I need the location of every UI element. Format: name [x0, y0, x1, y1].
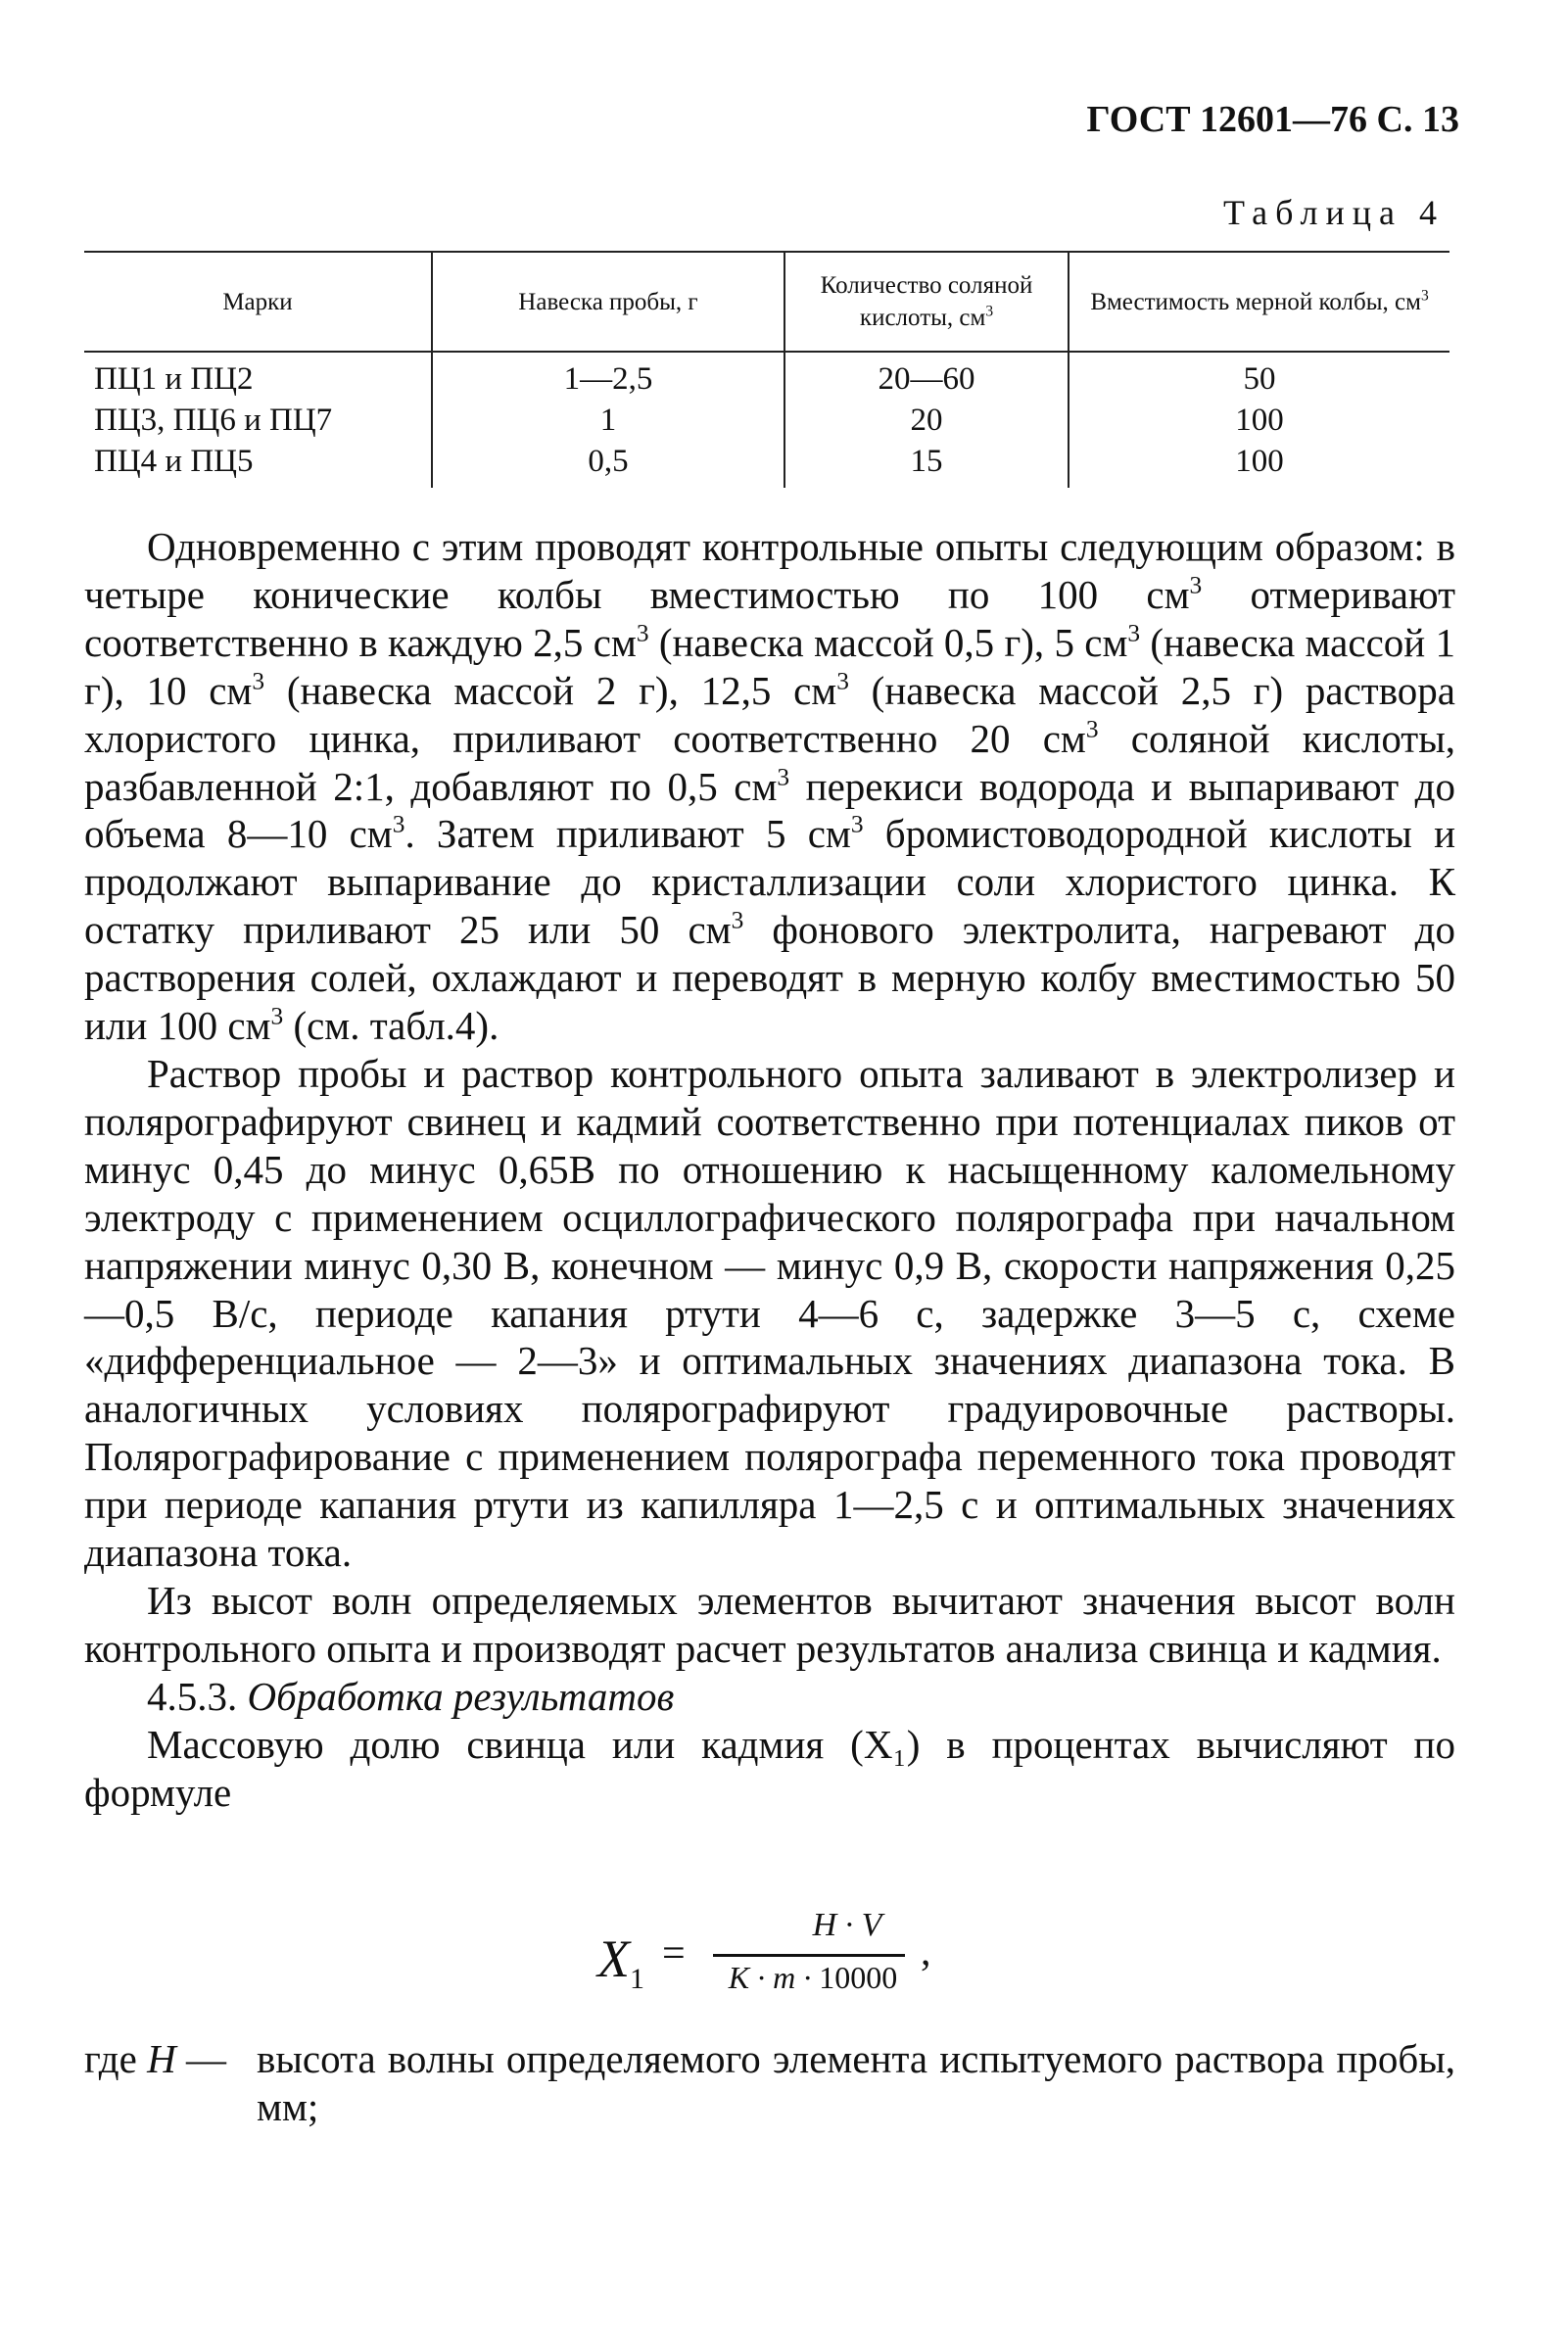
- cell-flask-capacity: 50: [1069, 352, 1449, 400]
- section-heading: [84, 1673, 1455, 1721]
- table-row: [84, 400, 1449, 441]
- superscript-3: 3: [252, 666, 265, 694]
- superscript-3: 3: [1085, 714, 1099, 742]
- formula: [588, 1907, 999, 2015]
- formula-denominator-number: 10000: [819, 1960, 898, 1995]
- running-header: ГОСТ 12601—76 С. 13: [1086, 99, 1459, 140]
- fraction-bar: [713, 1954, 905, 1957]
- table-row: [84, 352, 1449, 400]
- body-text: [84, 523, 1455, 1816]
- superscript-3: 3: [731, 906, 744, 934]
- cell-grade: ПЦ3, ПЦ6 и ПЦ7: [94, 403, 333, 438]
- paragraph-formula-intro: Массовую долю свинца или кадмия (X₁) в процентах вычисляют по формуле: [84, 1721, 1455, 1815]
- paragraph-calculation: Из высот волн определяемых элементов вычитают значения высот волн контрольного опыта и производят расчет результатов анализа свинца и кадмия.: [84, 1577, 1455, 1671]
- cell-flask-capacity: 100: [1069, 400, 1449, 441]
- formula-denominator-vars: K · m ·: [728, 1960, 812, 1995]
- table-caption: Таблица 4: [1223, 193, 1445, 232]
- cell-acid-volume: 20—60: [784, 352, 1069, 400]
- table-row: [84, 441, 1449, 488]
- formula-denominator: [717, 1960, 909, 1996]
- formula-lhs-subscript: 1: [630, 1962, 644, 1995]
- cell-grade: ПЦ1 и ПЦ2: [94, 361, 254, 397]
- superscript-3: 3: [1127, 619, 1141, 647]
- formula-lhs-var: X: [597, 1929, 630, 1988]
- where-definition: высота волны определяемого элемента испытуемого раствора пробы, мм;: [257, 2036, 1455, 2129]
- paragraph-polarography: Раствор пробы и раствор контрольного опыта заливают в электролизер и полярографируют свинец и кадмий соответственно при потенциалах пиков от минус 0,45 до минус 0,65В по отношению к насыщенному каломельному электроду с применением осциллографического полярографа при начальном напряжении минус 0,30 В, конечном — минус 0,9 В, скорости напряжения 0,25—0,5 В/с, периоде капания ртути 4—6 с, задержке 3—5 с, схеме «дифференциальное — 2—3» и оптимальных значениях диапазона тока. В аналогичных условиях полярографируют градуировочные растворы. Полярографирование с применением полярографа переменного тока проводят при периоде капания ртути из капилляра 1—2,5 с и оптимальных значениях диапазона тока.: [84, 1050, 1455, 1576]
- where-dash: —: [185, 2036, 226, 2081]
- formula-numerator: H · V: [812, 1907, 882, 1943]
- cell-sample-mass: 1—2,5: [432, 352, 784, 400]
- superscript-3: 3: [270, 1002, 284, 1030]
- col-header-sample-mass: Навеска пробы, г: [432, 252, 784, 352]
- superscript-3: 3: [636, 619, 649, 647]
- superscript-3: 3: [836, 666, 849, 694]
- cell-acid-volume: 15: [784, 441, 1069, 488]
- cell-flask-capacity: 100: [1069, 441, 1449, 488]
- col-header-grades: Марки: [84, 252, 432, 352]
- where-symbol: H: [147, 2036, 176, 2081]
- section-title: Обработка результатов: [247, 1673, 675, 1719]
- superscript-3: 3: [1189, 571, 1203, 599]
- superscript-3: 3: [850, 810, 864, 838]
- cell-acid-volume: 20: [784, 400, 1069, 441]
- formula-comma: ,: [921, 1929, 931, 1974]
- col-header-acid-volume: Количество соляной кислоты, $см^3$: [784, 252, 1069, 352]
- where-prefix: где: [84, 2036, 137, 2081]
- cell-grade: ПЦ4 и ПЦ5: [94, 444, 254, 479]
- where-label: [84, 2035, 251, 2083]
- superscript-3: 3: [392, 810, 405, 838]
- formula-equals: =: [662, 1931, 686, 1976]
- section-number: 4.5.3.: [147, 1673, 238, 1719]
- superscript-3: 3: [1420, 286, 1429, 304]
- cell-sample-mass: 1: [432, 400, 784, 441]
- formula-lhs: [597, 1928, 644, 1996]
- superscript-3: 3: [985, 303, 994, 320]
- cell-sample-mass: 0,5: [432, 441, 784, 488]
- table-header-row: [84, 252, 1449, 352]
- superscript-3: 3: [777, 762, 790, 790]
- paragraph-control-experiment: Одновременно с этим проводят контрольные опыты следующим образом: в четыре конические колбы вместимостью по 100 $см^3$ отмеривают соответственно в каждую 2,5 $см^3$ (навеска массой 0,5 г), 5 $см^3$ (навеска массой 1 г), 10 $см^3$ (навеска массой 2 г), 12,5 $см^3$ (навеска массой 2,5 г) раствора хлористого цинка, приливают соответственно 20 $см^3$ соляной кислоты, разбавленной 2:1, добавляют по 0,5 $см^3$ перекиси водорода и выпаривают до объема 8—10 $см^3$. Затем приливают 5 $см^3$ бромистоводородной кислоты и продолжают выпаривание до кристаллизации соли хлористого цинка. К остатку приливают 25 или 50 $см^3$ фонового электролита, нагревают до растворения солей, охлаждают и переводят в мерную колбу вместимостью 50 или 100 $см^3$ (см. табл.4).: [84, 524, 1456, 1049]
- col-header-flask-capacity: Вместимость мерной колбы, $см^3$: [1069, 252, 1449, 352]
- table-4: [84, 251, 1449, 488]
